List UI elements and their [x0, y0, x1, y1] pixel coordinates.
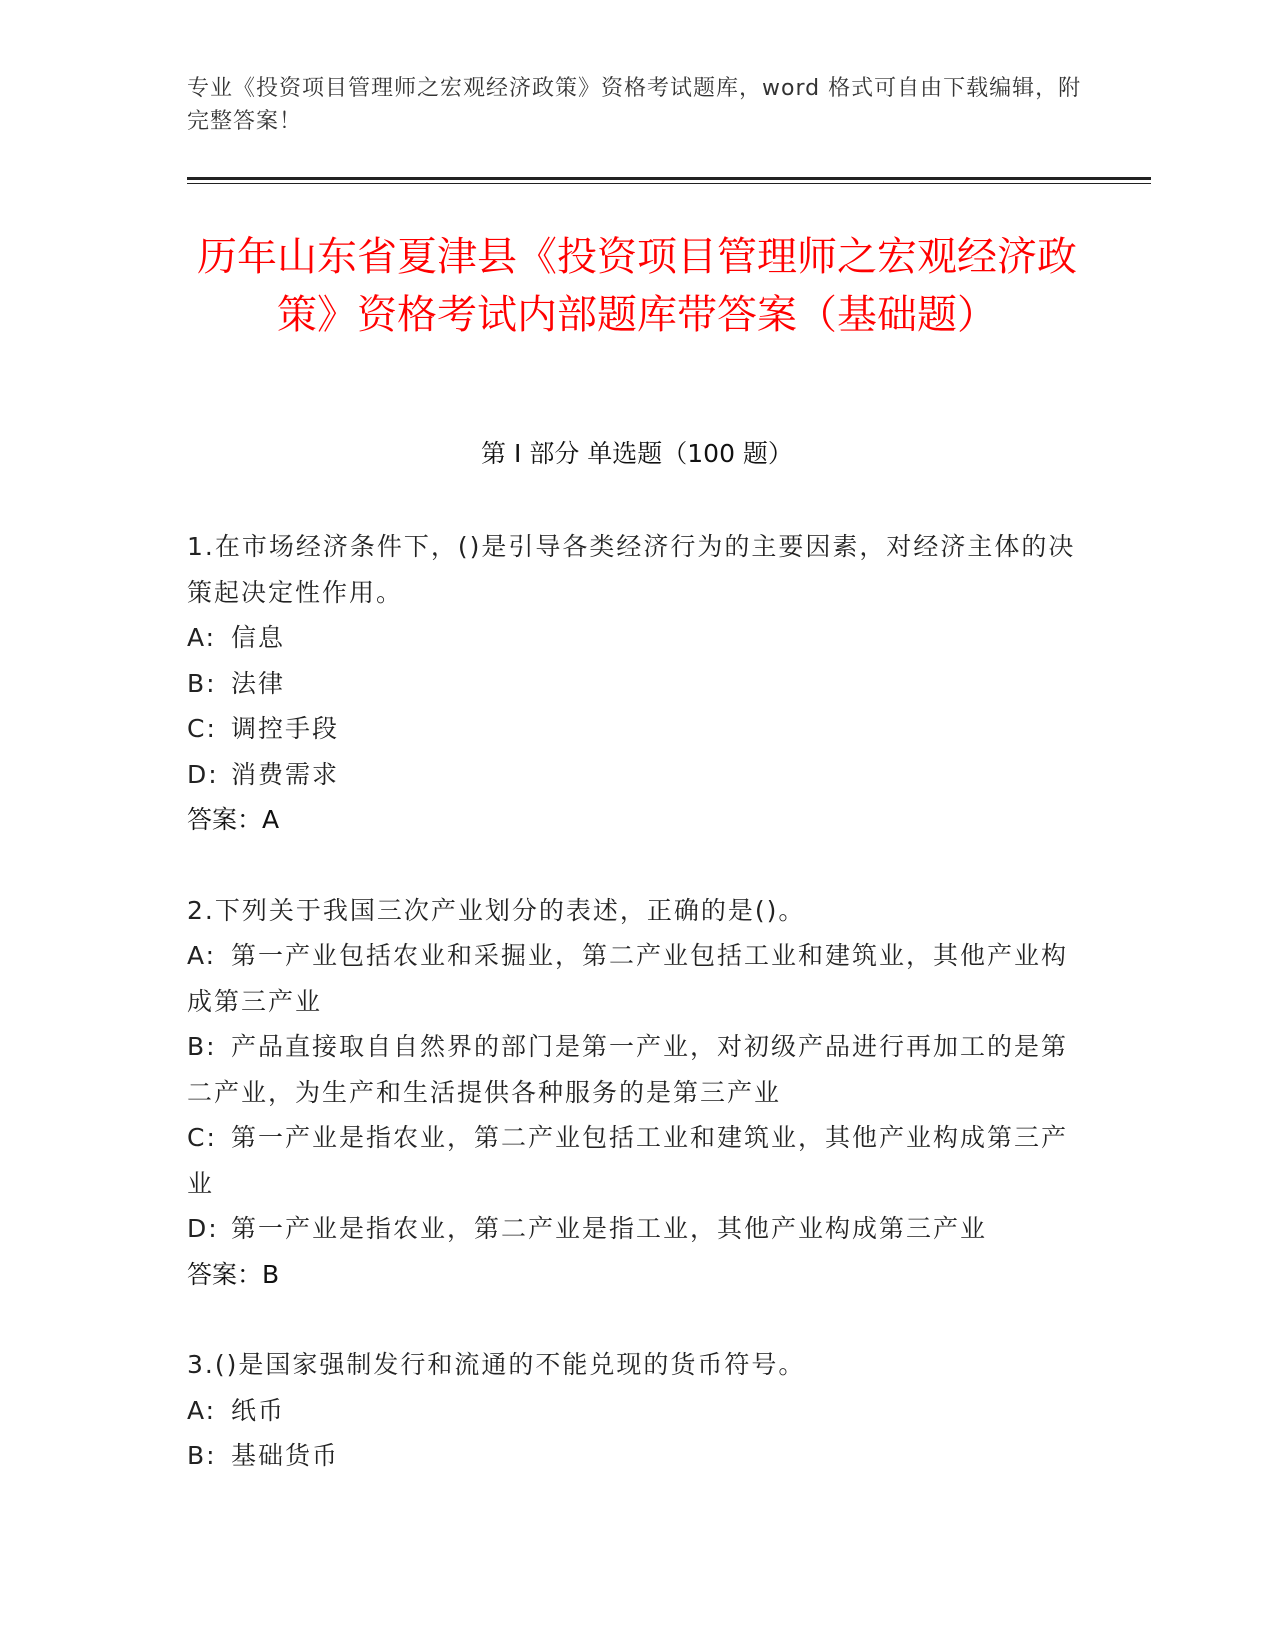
header-divider-thin — [187, 183, 1151, 184]
question-list — [187, 524, 1077, 1524]
option-label: A: — [187, 1395, 217, 1425]
answer-line: 答案：B — [187, 1259, 280, 1289]
option-text: 产品直接取自自然界的部门是第一产业，对初级产品进行再加工的是第二产业，为生产和生活提供各种服务的是第三产业 — [187, 1032, 1069, 1107]
option-text: 纸币 — [231, 1395, 286, 1425]
section-heading: 第 I 部分 单选题（100 题） — [481, 439, 793, 468]
option-label: B: — [187, 1032, 217, 1061]
option-text: 基础货币 — [231, 1441, 340, 1470]
question-stem: 1.在市场经济条件下，()是引导各类经济行为的主要因素，对经济主体的决策起决定性作用。 — [187, 532, 1076, 607]
answer-line: 答案：A — [187, 805, 280, 834]
option-d — [187, 752, 1077, 798]
option-c — [187, 706, 1077, 752]
option-a — [187, 933, 1077, 1024]
question-stem: 3.()是国家强制发行和流通的不能兑现的货币符号。 — [187, 1350, 806, 1379]
option-label: D: — [187, 1214, 219, 1243]
option-c — [187, 1115, 1077, 1206]
option-label: B: — [187, 668, 217, 698]
option-text: 第一产业是指农业，第二产业包括工业和建筑业，其他产业构成第三产业 — [187, 1123, 1069, 1198]
header-divider-thick — [187, 177, 1151, 180]
option-b — [187, 1024, 1077, 1115]
option-label: A: — [187, 623, 217, 652]
option-b — [187, 661, 1077, 707]
option-label: C: — [187, 1123, 217, 1152]
option-b — [187, 1433, 1077, 1479]
option-label: C: — [187, 714, 217, 743]
option-text: 信息 — [231, 623, 286, 652]
document-title: 历年山东省夏津县《投资项目管理师之宏观经济政策》资格考试内部题库带答案（基础题） — [197, 234, 1077, 338]
option-label: D: — [187, 759, 219, 789]
option-text: 第一产业是指农业，第二产业是指工业，其他产业构成第三产业 — [231, 1214, 988, 1243]
option-text: 法律 — [231, 668, 286, 698]
option-a — [187, 1388, 1077, 1434]
option-label: B: — [187, 1441, 217, 1470]
option-a — [187, 615, 1077, 661]
header-note: 专业《投资项目管理师之宏观经济政策》资格考试题库，word 格式可自由下载编辑，附完整答案！ — [187, 76, 1082, 134]
question-3 — [187, 1342, 1077, 1479]
option-text: 消费需求 — [231, 759, 340, 789]
option-label: A: — [187, 941, 217, 970]
option-d — [187, 1206, 1077, 1252]
option-text: 调控手段 — [231, 714, 340, 743]
question-stem: 2.下列关于我国三次产业划分的表述，正确的是()。 — [187, 895, 806, 925]
option-text: 第一产业包括农业和采掘业，第二产业包括工业和建筑业，其他产业构成第三产业 — [187, 941, 1069, 1016]
question-1 — [187, 524, 1077, 843]
question-2 — [187, 888, 1077, 1298]
